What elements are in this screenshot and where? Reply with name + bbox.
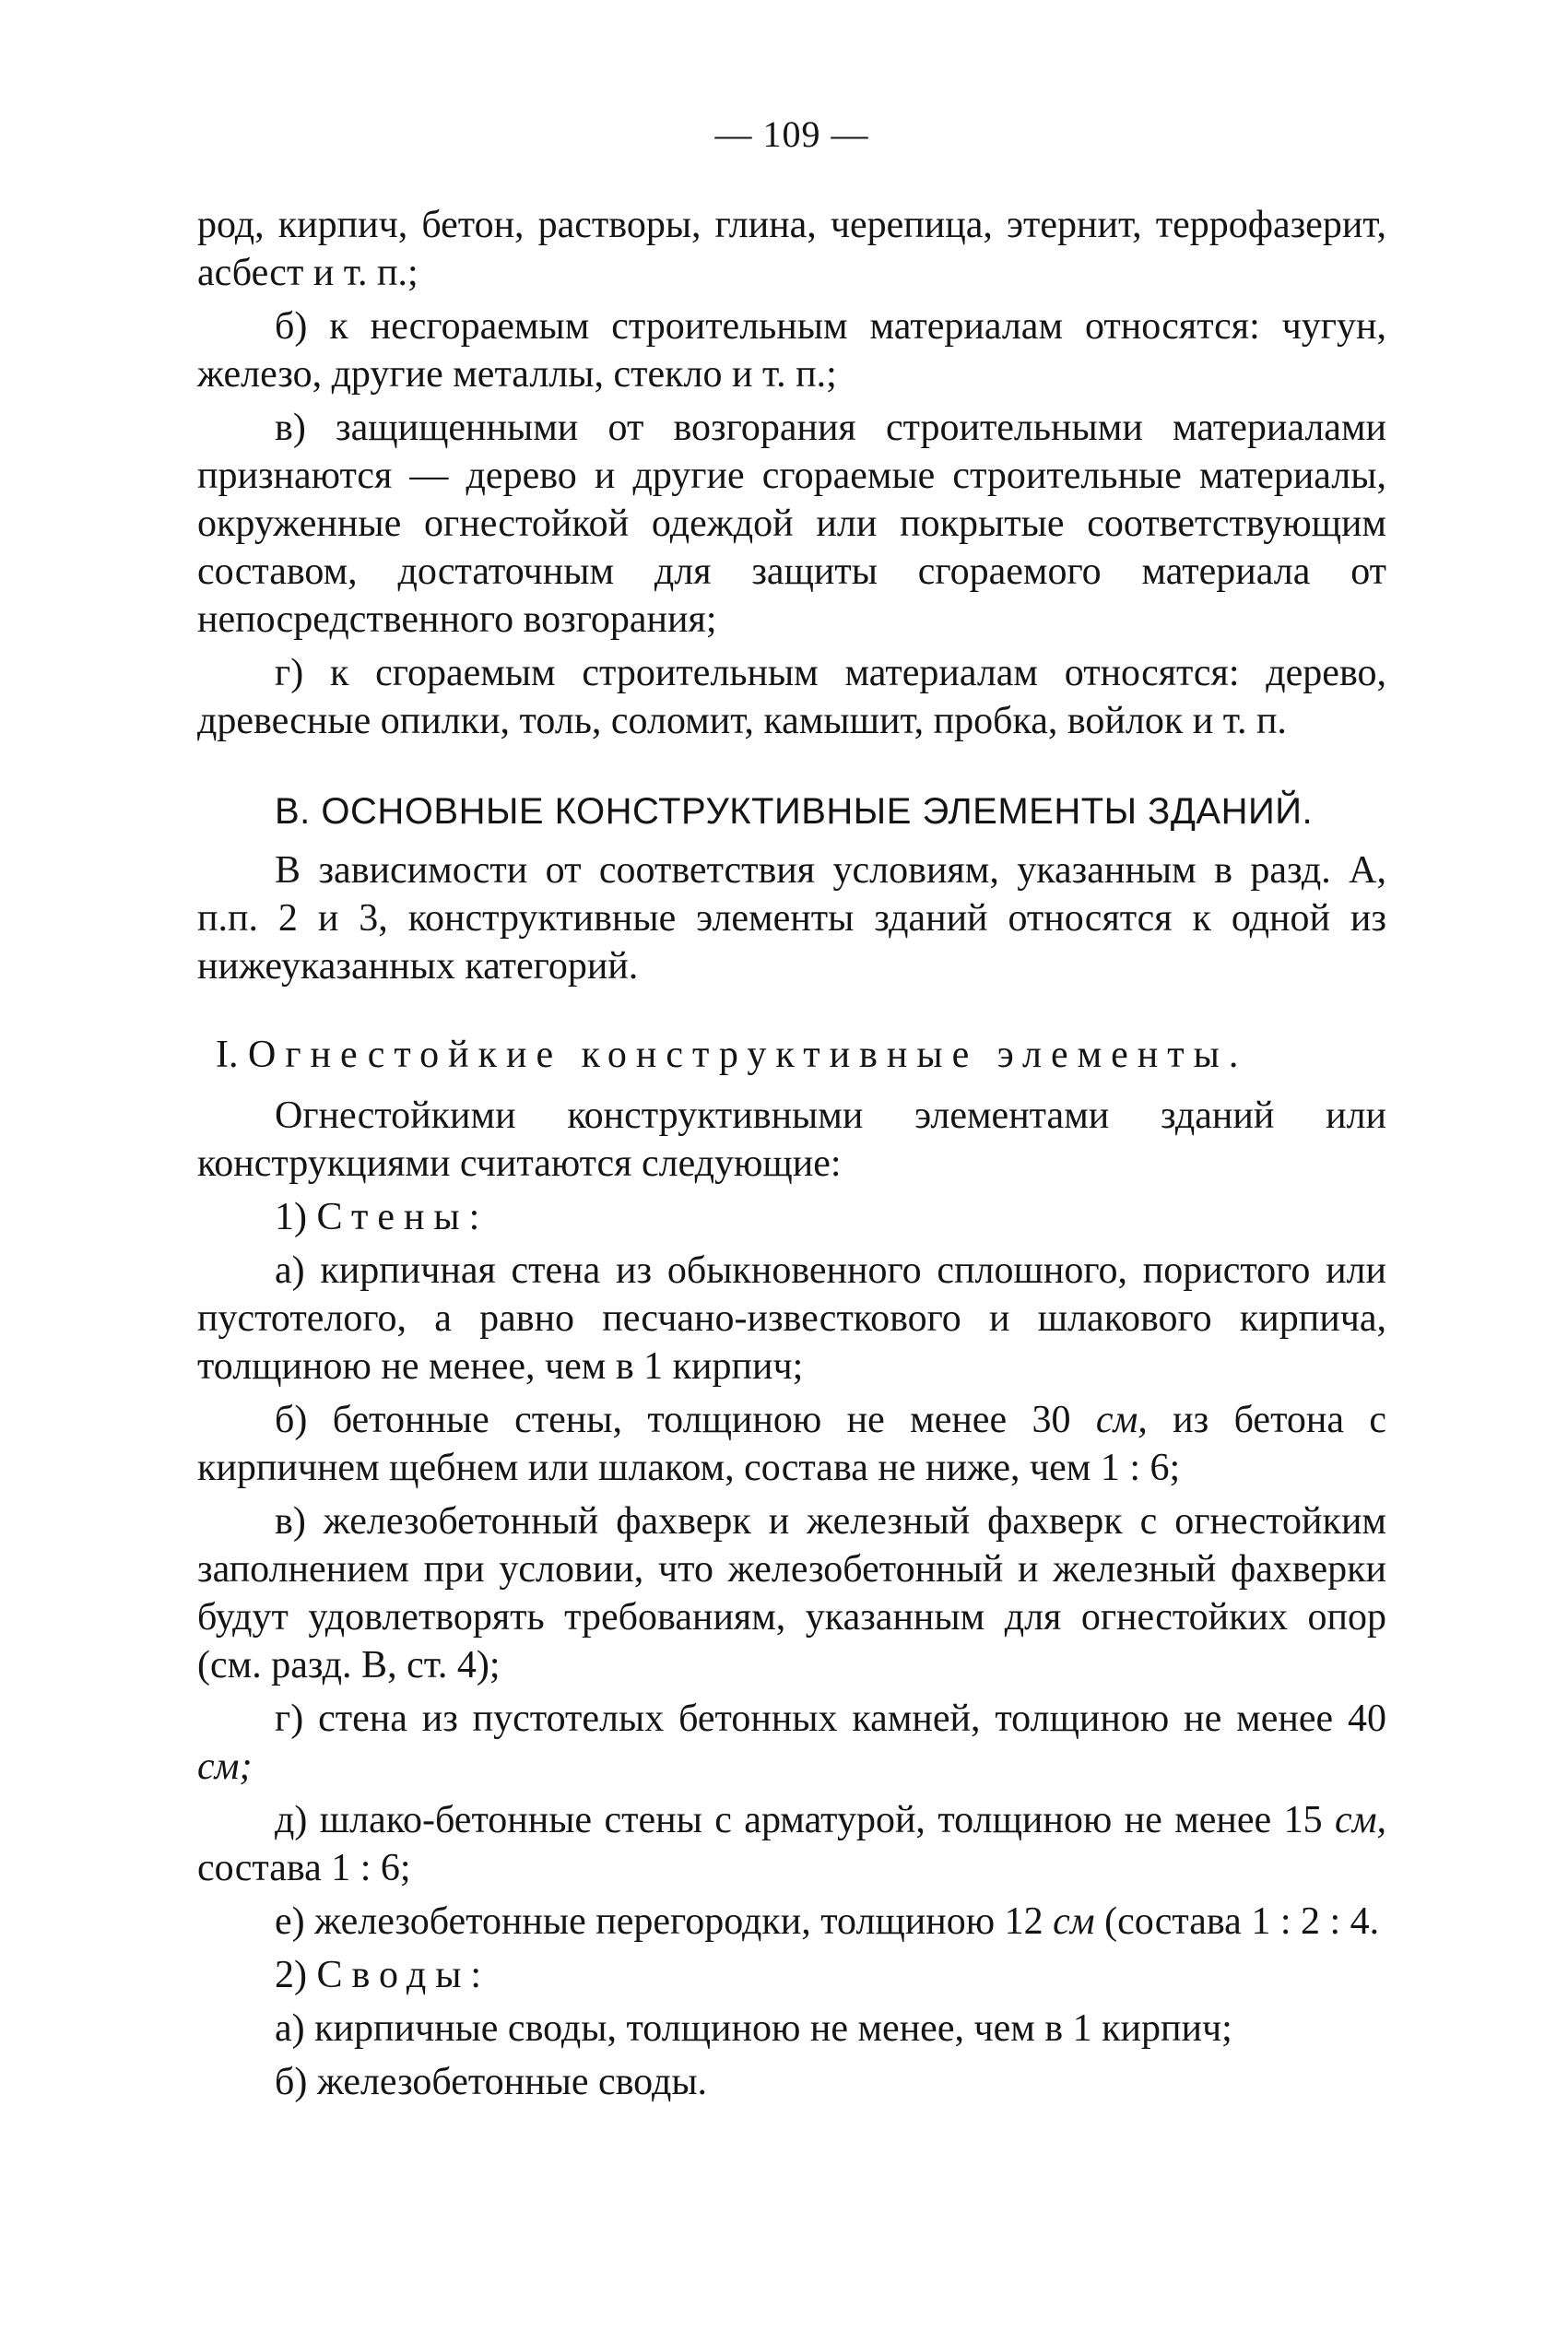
wall-item-v: в) железобетонный фахверк и железный фахверк с огнестойким заполнением при условии, что железобетонный и железный фахверки будут удовлетворять требованиям, указанным для огнестойких опор (см. разд. В, ст. 4); [197,1500,1386,1686]
walls-label-number: 1) [275,1196,307,1238]
document-page [197,111,1386,2112]
vaults-label-number: 2) [275,1954,307,1996]
wall-g-text-start: г) стена из пустотелых бетонных камней, толщиною не менее 40 [275,1698,1386,1740]
wall-e-unit: см [1053,1900,1095,1943]
section-heading-b: В. ОСНОВНЫЕ КОНСТРУКТИВНЫЕ ЭЛЕМЕНТЫ ЗДАНИЙ. [275,791,1314,832]
wall-item-e [197,1898,1386,1946]
wall-b-text-end: из бетона с кирпичнем щебнем или шлаком, состава не ниже, чем 1 : 6; [197,1399,1387,1489]
subsection-number: I. [216,1034,239,1076]
wall-b-text-start: б) бетонные стены, толщиною не менее 30 [275,1399,1071,1441]
wall-e-text-start: е) железобетонные перегородки, толщиною 12 [275,1900,1043,1943]
paragraph-item-v: в) защищенными от возгорания строительными материалами признаются — дерево и другие сгораемые строительные материалы, окруженные огнестойкой одеждой или покрытые соответствующим составом, достаточным для защиты сгораемого материала от непосредственного возгорания; [197,407,1386,641]
wall-b-unit: см, [1095,1399,1148,1441]
wall-item-b [197,1396,1386,1492]
wall-d-text-start: д) шлако-бетонные стены с арматурой, толщиною не менее 15 [275,1799,1323,1841]
paragraph-item-b: б) к несгораемым строительным материалам относятся: чугун, железо, другие металлы, стекло и т. п.; [197,305,1386,396]
wall-item-g [197,1695,1386,1791]
subsection-intro: Огнестойкими конструктивными элементами зданий или конструкциями считаются следующие: [197,1095,1386,1185]
walls-label [197,1193,1386,1241]
wall-d-unit: см, [1335,1799,1386,1841]
wall-d-text-end: состава 1 : 6; [197,1847,411,1889]
page-number: — 109 — [714,113,869,155]
vaults-label-text: Своды: [316,1954,491,1996]
paragraph-item-g: г) к сгораемым строительным материалам относятся: дерево, древесные опилки, толь, соломит, камышит, пробка, войлок и т. п. [197,652,1386,742]
wall-e-text-end: (состава 1 : 2 : 4. [1104,1900,1380,1943]
vault-item-b: б) железобетонные своды. [275,2061,708,2103]
walls-label-text: Стены: [316,1196,489,1238]
subsection-title: Огнестойкие конструктивные элементы. [248,1034,1248,1076]
wall-g-unit: см; [197,1745,253,1788]
subsection-heading-1 [197,1031,1386,1079]
wall-item-a: а) кирпичная стена из обыкновенного сплошного, пористого или пустотелого, а равно песчано-известкового и шлакового кирпича, толщиною не менее, чем в 1 кирпич; [197,1249,1386,1388]
wall-item-d [197,1796,1386,1892]
vault-item-a: а) кирпичные своды, толщиною не менее, чем в 1 кирпич; [275,2007,1232,2050]
vaults-label [197,1951,1386,1999]
paragraph-continuation: род, кирпич, бетон, растворы, глина, черепица, этернит, террофазерит, асбест и т. п.; [197,204,1386,294]
section-b-intro: В зависимости от соответствия условиям, указанным в разд. А, п.п. 2 и 3, конструктивные элементы зданий относятся к одной из нижеуказанных категорий. [197,849,1386,988]
